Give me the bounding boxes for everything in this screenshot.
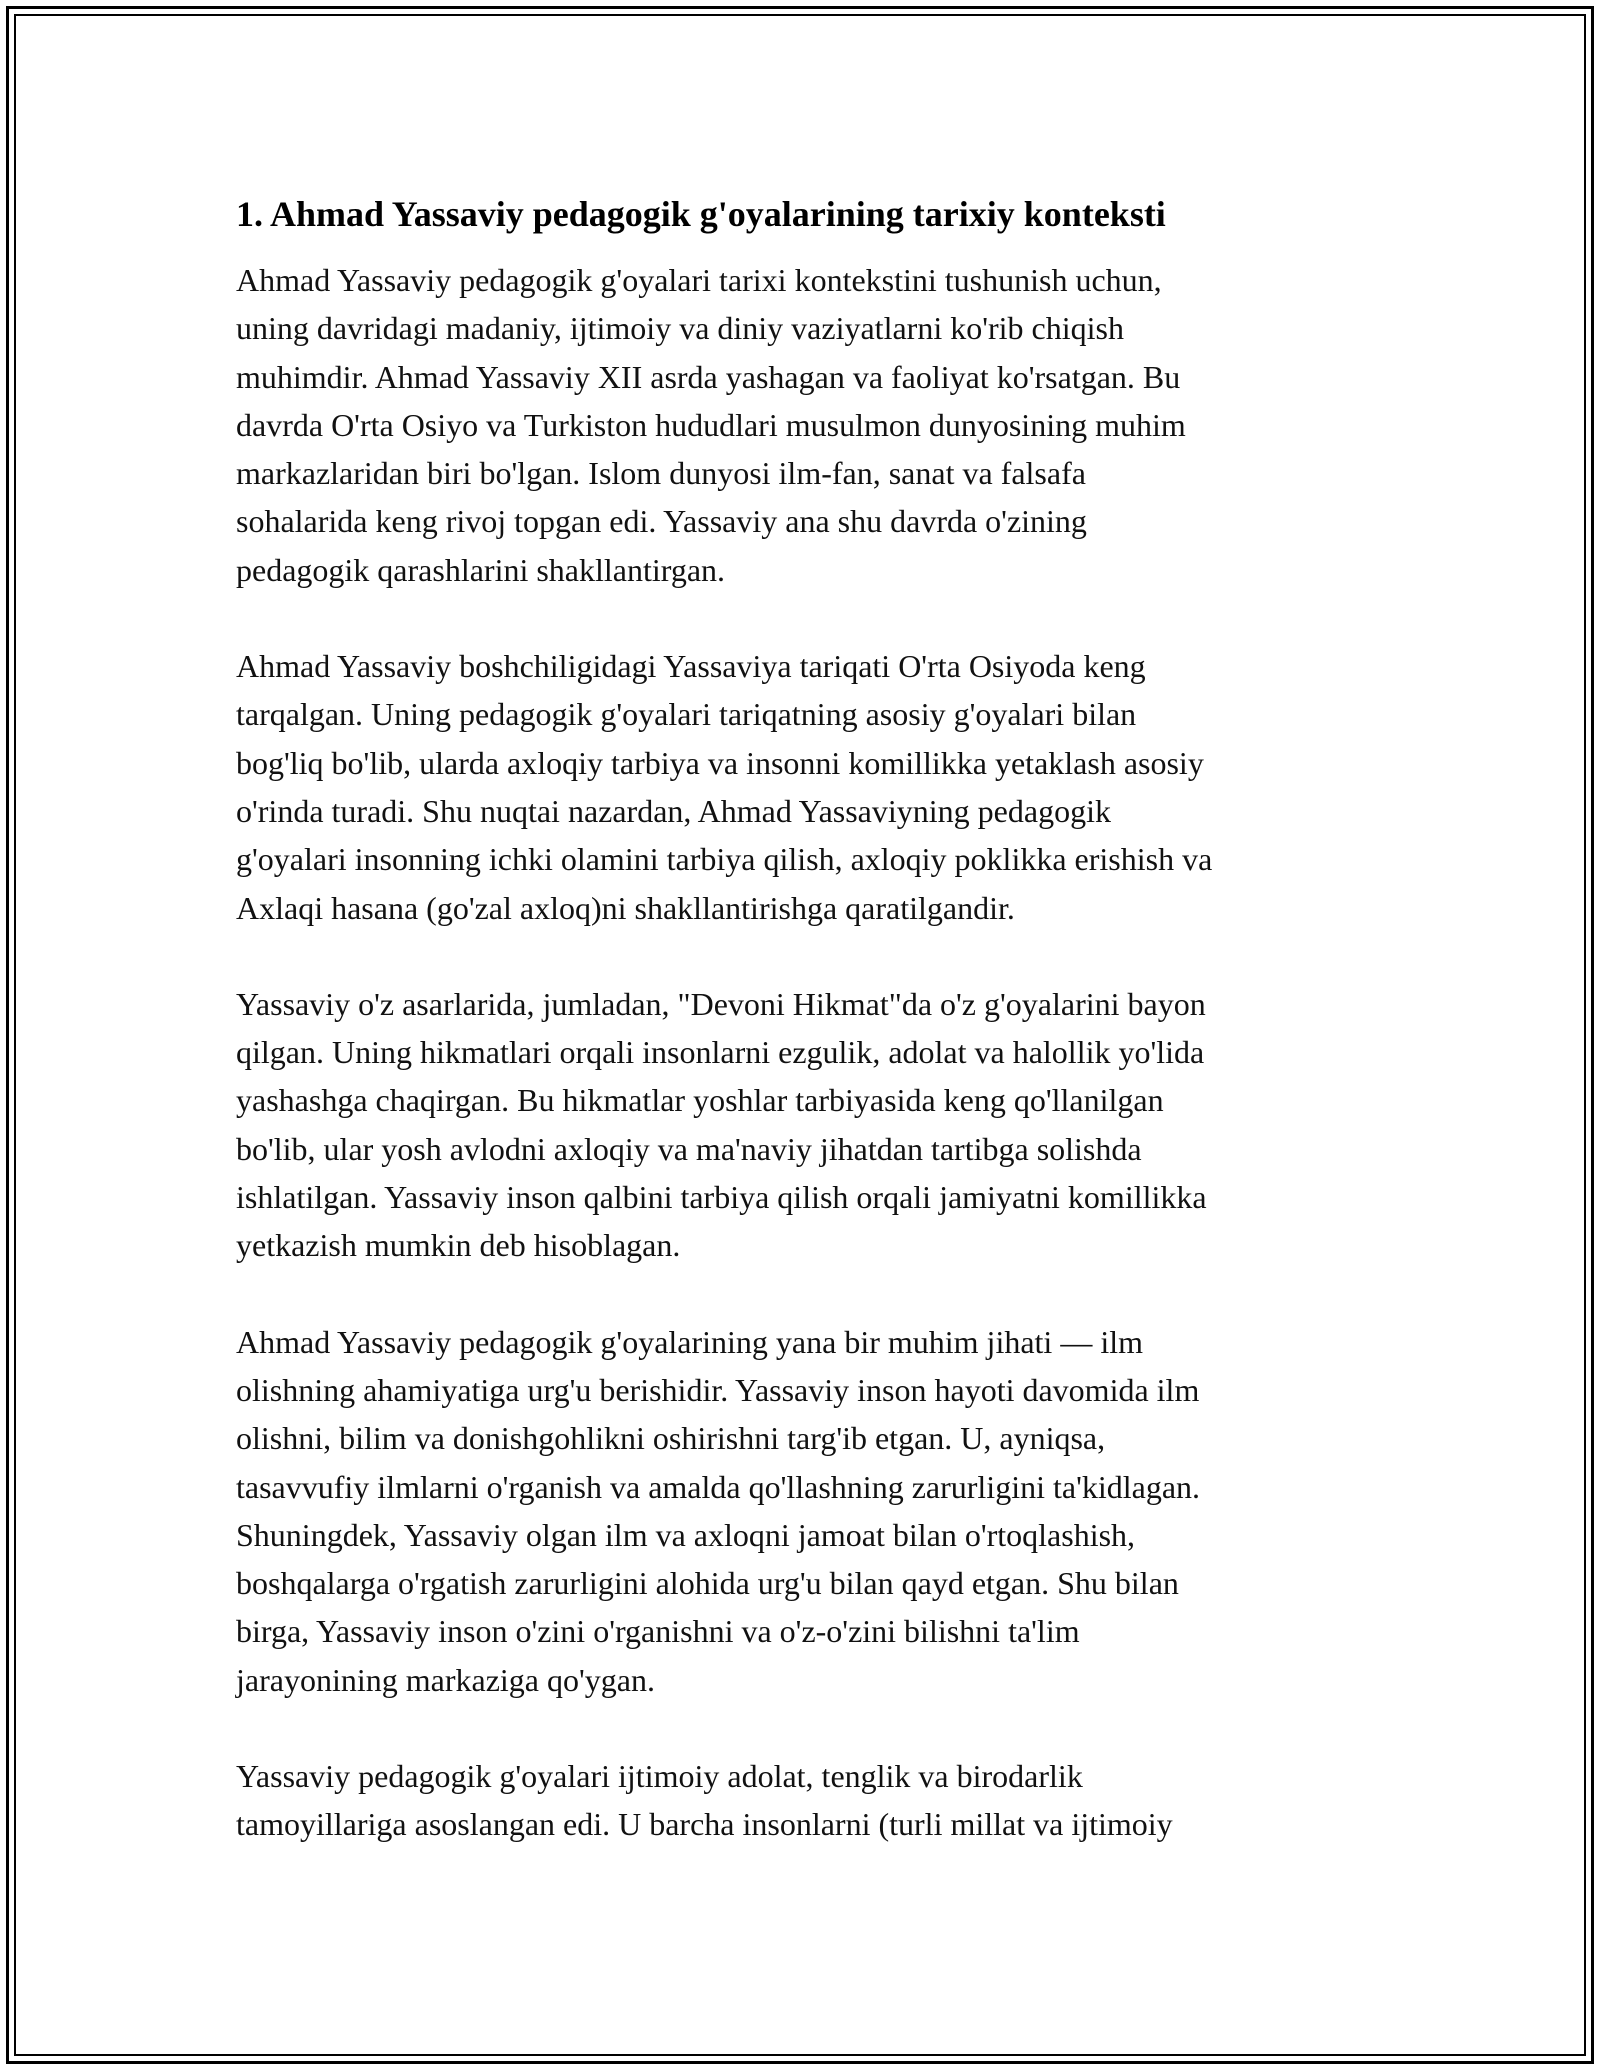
paragraph-line: markazlaridan biri bo'lgan. Islom dunyosi ilm-fan, sanat va falsafa — [236, 455, 1086, 492]
paragraph-line: g'oyalari insonning ichki olamini tarbiya qilish, axloqiy poklikka erishish va — [236, 841, 1213, 878]
paragraph-line: bog'liq bo'lib, ularda axloqiy tarbiya va insonni komillikka yetaklash asosiy — [236, 744, 1204, 781]
paragraph-line: tasavvufiy ilmlarni o'rganish va amalda qo'llashning zarurligini ta'kidlagan. — [236, 1468, 1201, 1505]
paragraph-line: Yassaviy o'z asarlarida, jumladan, "Devoni Hikmat"da o'z g'oyalarini bayon — [236, 985, 1206, 1022]
paragraph-line: olishning ahamiyatiga urg'u berishidir. Yassaviy inson hayoti davomida ilm — [236, 1371, 1200, 1408]
paragraph-line: Axlaqi hasana (go'zal axloq)ni shakllantirishga qaratilgandir. — [236, 889, 1015, 926]
paragraph-line: birga, Yassaviy inson o'zini o'rganishni va o'z-o'zini bilishni ta'lim — [236, 1613, 1080, 1650]
paragraph — [236, 1318, 1366, 1704]
paragraph-line: Shuningdek, Yassaviy olgan ilm va axloqni jamoat bilan o'rtoqlashish, — [236, 1516, 1136, 1553]
paragraph — [236, 980, 1366, 1270]
paragraph-line: muhimdir. Ahmad Yassaviy XII asrda yashagan va faoliyat ko'rsatgan. Bu — [236, 358, 1181, 395]
paragraph-line: qilgan. Uning hikmatlari orqali insonlarni ezgulik, adolat va halollik yo'lida — [236, 1034, 1205, 1071]
paragraph-line: Ahmad Yassaviy pedagogik g'oyalarining yana bir muhim jihati — ilm — [236, 1323, 1143, 1360]
paragraph-line: boshqalarga o'rgatish zarurligini alohida urg'u bilan qayd etgan. Shu bilan — [236, 1565, 1179, 1602]
paragraph-line: Yassaviy pedagogik g'oyalari ijtimoiy adolat, tenglik va birodarlik — [236, 1758, 1083, 1795]
paragraph-line: Ahmad Yassaviy boshchiligidagi Yassaviya tariqati O'rta Osiyoda keng — [236, 648, 1146, 685]
paragraph-line: davrda O'rta Osiyo va Turkiston hududlari musulmon dunyosining muhim — [236, 406, 1186, 443]
document-body — [236, 188, 1366, 1897]
paragraph — [236, 256, 1366, 594]
paragraph-line: Ahmad Yassaviy pedagogik g'oyalari tarixi kontekstini tushunish uchun, — [236, 262, 1162, 298]
paragraph-list — [236, 256, 1366, 1849]
paragraph-line: tamoyillariga asoslangan edi. U barcha insonlarni (turli millat va ijtimoiy — [236, 1806, 1173, 1843]
paragraph-line: tarqalgan. Uning pedagogik g'oyalari tariqatning asosiy g'oyalari bilan — [236, 696, 1137, 733]
paragraph-line: bo'lib, ular yosh avlodni axloqiy va ma'naviy jihatdan tartibga solishda — [236, 1130, 1142, 1167]
paragraph-line: olishni, bilim va donishgohlikni oshirishni targ'ib etgan. U, ayniqsa, — [236, 1420, 1106, 1457]
paragraph-line: yetkazish mumkin deb hisoblagan. — [236, 1227, 681, 1264]
paragraph — [236, 1752, 1366, 1849]
paragraph-line: uning davridagi madaniy, ijtimoiy va diniy vaziyatlarni ko'rib chiqish — [236, 310, 1124, 347]
paragraph-line: pedagogik qarashlarini shakllantirgan. — [236, 551, 726, 588]
paragraph-line: jarayonining markaziga qo'ygan. — [236, 1661, 655, 1698]
paragraph-line: ishlatilgan. Yassaviy inson qalbini tarbiya qilish orqali jamiyatni komillikka — [236, 1179, 1207, 1216]
paragraph-line: yashashga chaqirgan. Bu hikmatlar yoshlar tarbiyasida keng qo'llanilgan — [236, 1082, 1164, 1119]
paragraph — [236, 642, 1366, 932]
section-heading: 1. Ahmad Yassaviy pedagogik g'oyalarining tarixiy konteksti — [236, 194, 1166, 234]
paragraph-line: o'rinda turadi. Shu nuqtai nazardan, Ahmad Yassaviyning pedagogik — [236, 792, 1111, 829]
paragraph-line: sohalarida keng rivoj topgan edi. Yassaviy ana shu davrda o'zining — [236, 503, 1087, 540]
